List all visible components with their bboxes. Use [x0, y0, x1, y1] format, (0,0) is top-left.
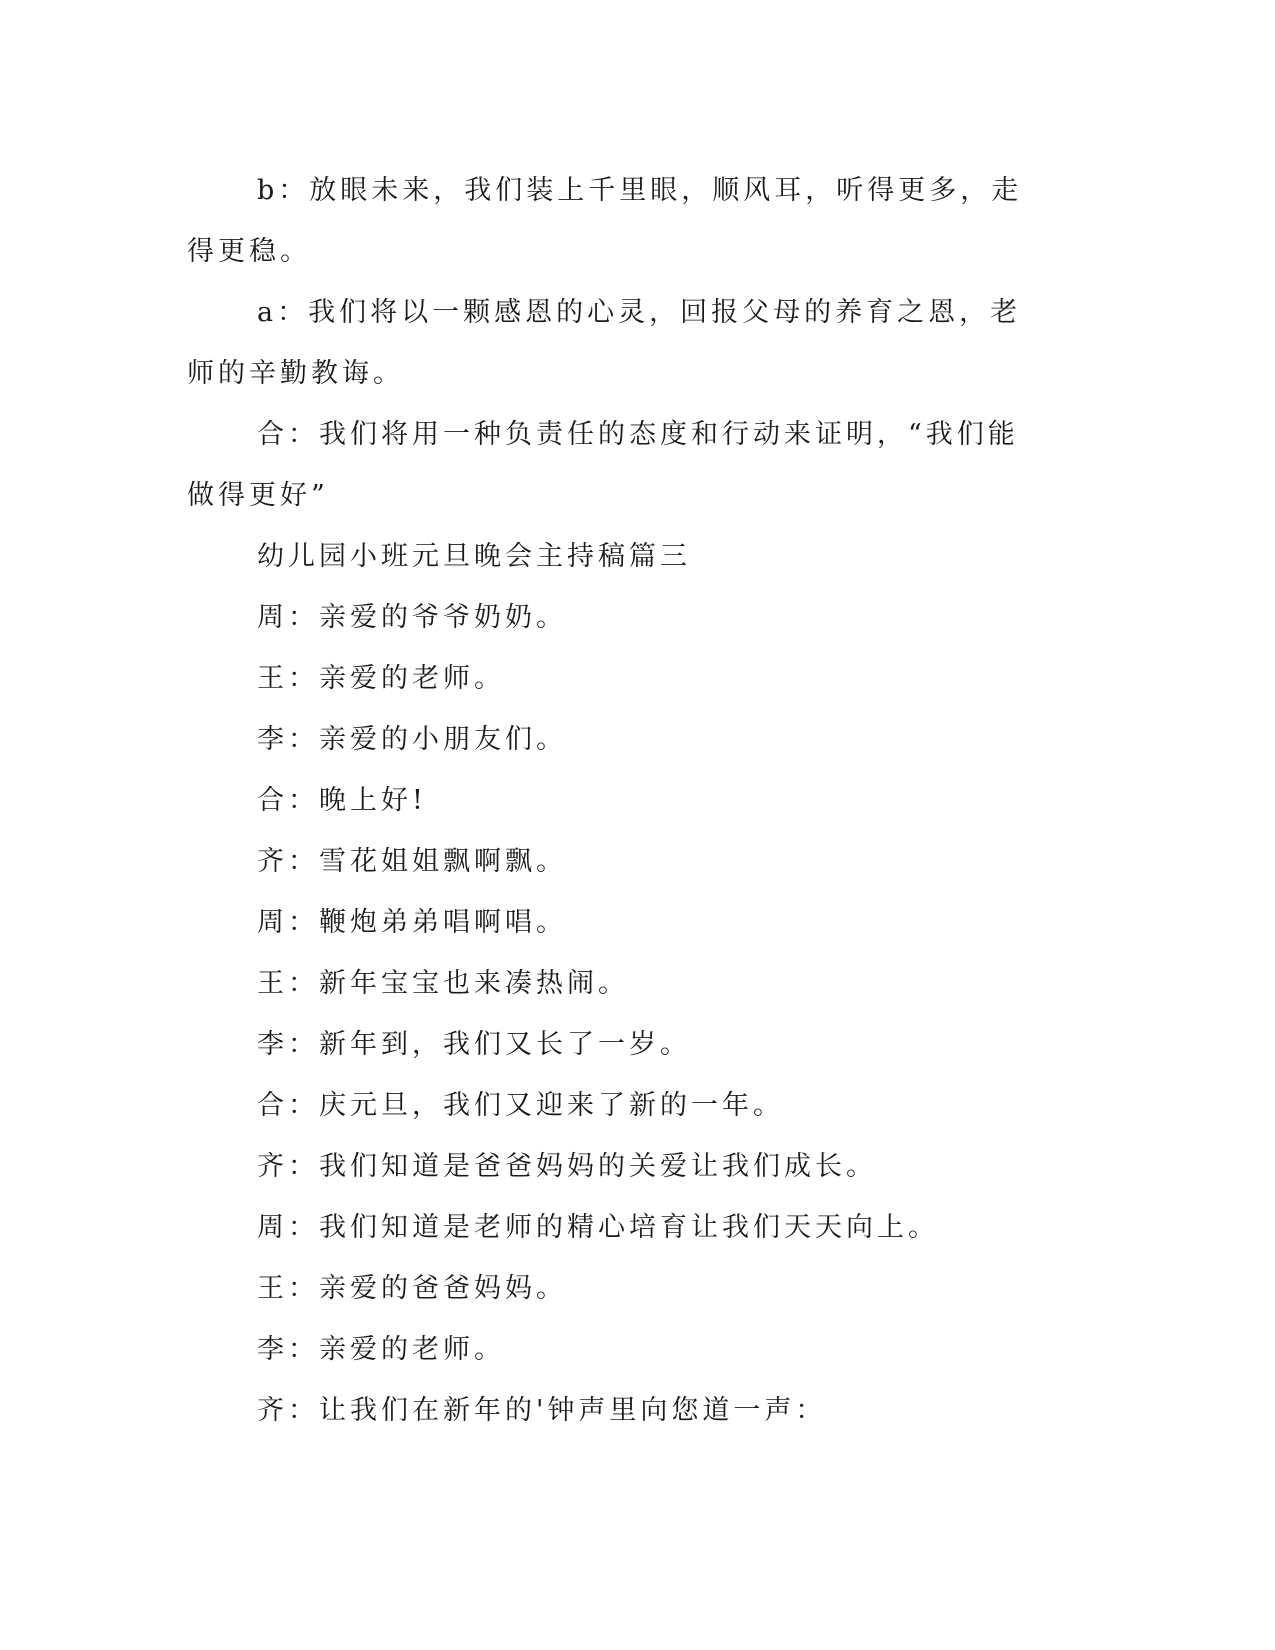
dialogue-line: 王：新年宝宝也来凑热闹。	[257, 968, 629, 999]
section-heading: 幼儿园小班元旦晚会主持稿篇三	[257, 541, 691, 572]
dialogue-line: 王：亲爱的爸爸妈妈。	[257, 1273, 567, 1304]
dialogue-line: 合：庆元旦，我们又迎来了新的一年。	[257, 1090, 784, 1121]
dialogue-line: 齐：我们知道是爸爸妈妈的关爱让我们成长。	[257, 1151, 877, 1182]
dialogue-line: 齐：雪花姐姐飘啊飘。	[257, 846, 567, 877]
dialogue-line: 齐：让我们在新年的'钟声里向您道一声：	[257, 1395, 827, 1426]
dialogue-line: 周：亲爱的爷爷奶奶。	[257, 602, 567, 633]
paragraph: 合：我们将用一种负责任的态度和行动来证明，“我们能做得更好”	[187, 419, 1019, 511]
dialogue-line: 合：晚上好!	[257, 785, 427, 816]
dialogue-line: 王：亲爱的老师。	[257, 663, 505, 694]
dialogue-line: 李：亲爱的老师。	[257, 1334, 505, 1365]
paragraph: a：我们将以一颗感恩的心灵，回报父母的养育之恩，老师的辛勤教诲。	[187, 297, 1022, 389]
dialogue-line: 周：鞭炮弟弟唱啊唱。	[257, 907, 567, 938]
dialogue-line: 李：新年到，我们又长了一岁。	[257, 1029, 691, 1060]
dialogue-line: 周：我们知道是老师的精心培育让我们天天向上。	[257, 1212, 939, 1243]
dialogue-line: 李：亲爱的小朋友们。	[257, 724, 567, 755]
paragraph: b：放眼未来，我们装上千里眼，顺风耳，听得更多，走得更稳。	[187, 175, 1023, 267]
document-body	[187, 160, 1047, 1441]
